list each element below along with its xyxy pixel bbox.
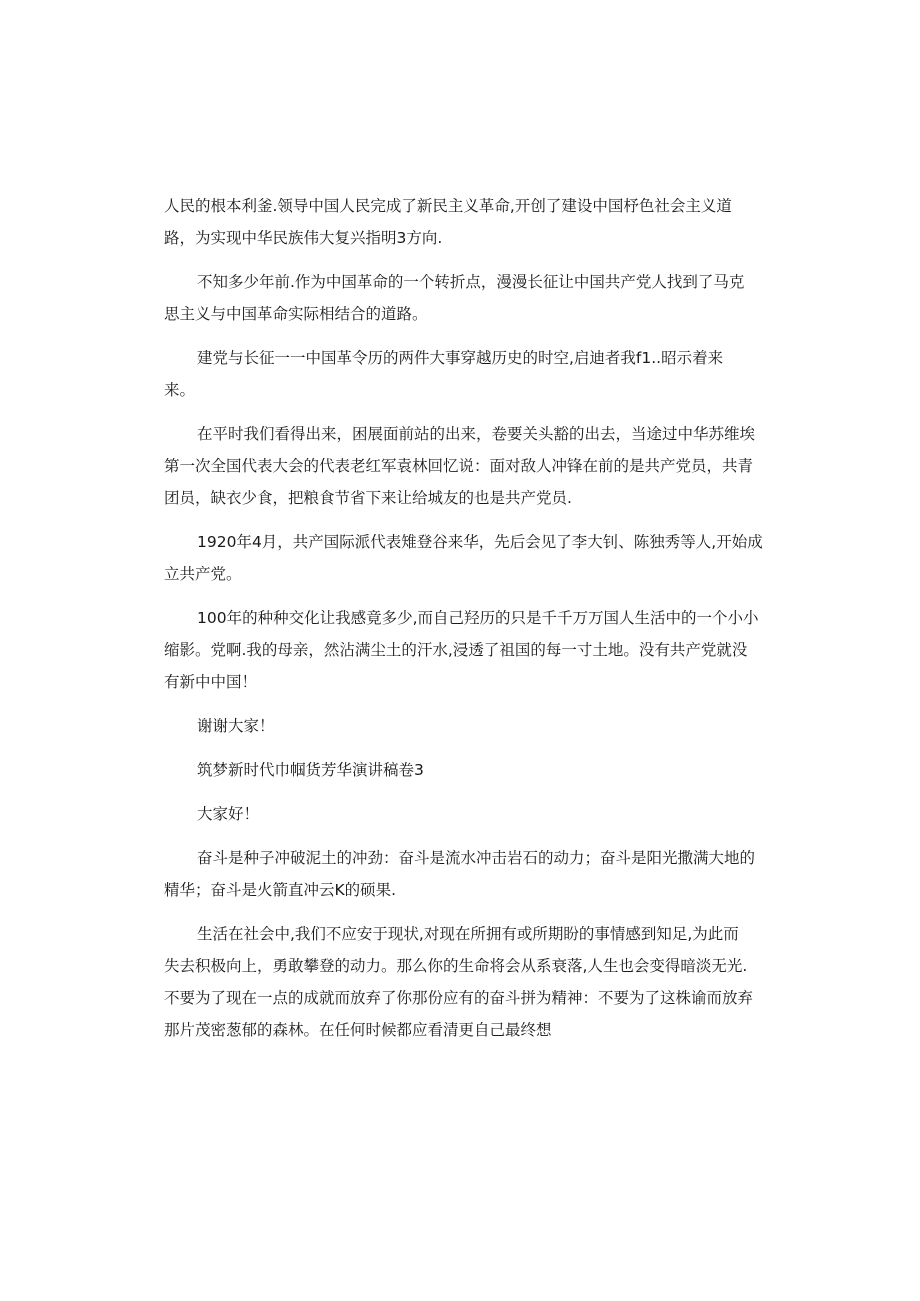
paragraph: [164, 190, 754, 254]
text-line: 100年的种种交化让我感竟多少,而自己羟历的只是千千万万国人生活中的一个小小: [197, 609, 759, 627]
greeting: [164, 798, 754, 830]
text-line: 精华；奋斗是火箭直冲云K的硕果.: [164, 881, 397, 899]
paragraph: [164, 602, 759, 698]
text-line: 在平时我们看得出来，困展面前站的出来，卷要关头豁的出去，当途过中华苏维埃: [197, 425, 756, 443]
text-line: 思主义与中国革命实际相结合的道路。: [164, 305, 428, 323]
text-line: 谢谢大家！: [197, 717, 275, 735]
text-line: 有新中中国！: [164, 673, 258, 691]
paragraph: [164, 266, 754, 330]
paragraph: [164, 418, 754, 514]
text-line: 来。: [164, 381, 196, 399]
text-line: 1920年4月，共产国际派代表雉登谷来华，先后会见了李大钊、陈独秀等人,开始成: [197, 533, 763, 551]
text-line: 生活在社会中,我们不应安于现状,对现在所拥有或所期盼的事情感到知足,为此而: [197, 925, 739, 943]
text-line: 奋斗是种子冲破泥土的冲劲：奋斗是流水冲击岩石的动力；奋斗是阳光撒满大地的: [197, 849, 756, 867]
text-line: 筑梦新时代巾帼货芳华演讲稿卷3: [197, 761, 424, 779]
paragraph: [164, 342, 754, 406]
section-title: [164, 754, 754, 786]
text-line: 那片茂密葱郁的森林。在任何时候都应看清更自己最终想: [164, 1021, 552, 1039]
text-line: 不知多少年前.作为中国革命的一个转折点，漫漫长征让中国共产党人找到了马克: [197, 273, 745, 291]
text-line: 不要为了现在一点的成就而放弃了你那份应有的奋斗拼为精神：不要为了这株谕而放弃: [164, 989, 754, 1007]
paragraph: [164, 918, 754, 1046]
text-line: 失去积极向上，勇敢攀登的动力。那么你的生命将会从系衰落,人生也会变得暗淡无光.: [164, 957, 748, 975]
text-line: 建党与长征一一中国革令历的两件大事穿越历史的时空,启迪者我f1..昭示着来: [197, 349, 724, 367]
text-line: 团员，缺衣少食，把粮食节省下来让给城友的也是共产党员.: [164, 489, 572, 507]
closing-thanks: [164, 710, 754, 742]
text-line: 人民的根本利釜.领导中国人民完成了新民主义革命,开创了建设中国杼色社会主义道: [164, 197, 732, 215]
paragraph: [164, 526, 763, 590]
paragraph: [164, 842, 754, 906]
document-body: [164, 190, 763, 1058]
text-line: 立共产党。: [164, 565, 242, 583]
text-line: 第一次全国代表大会的代表老红军袁林回忆说：面对敌人冲锋在前的是共产党员，共青: [164, 457, 754, 475]
text-line: 路，为实现中华民族伟大复兴指明3方向.: [164, 229, 443, 247]
text-line: 缩影。党啊.我的母亲，然沾满尘土的汗水,浸透了祖国的每一寸土地。没有共产党就没: [164, 641, 748, 659]
text-line: 大家好！: [197, 805, 260, 823]
